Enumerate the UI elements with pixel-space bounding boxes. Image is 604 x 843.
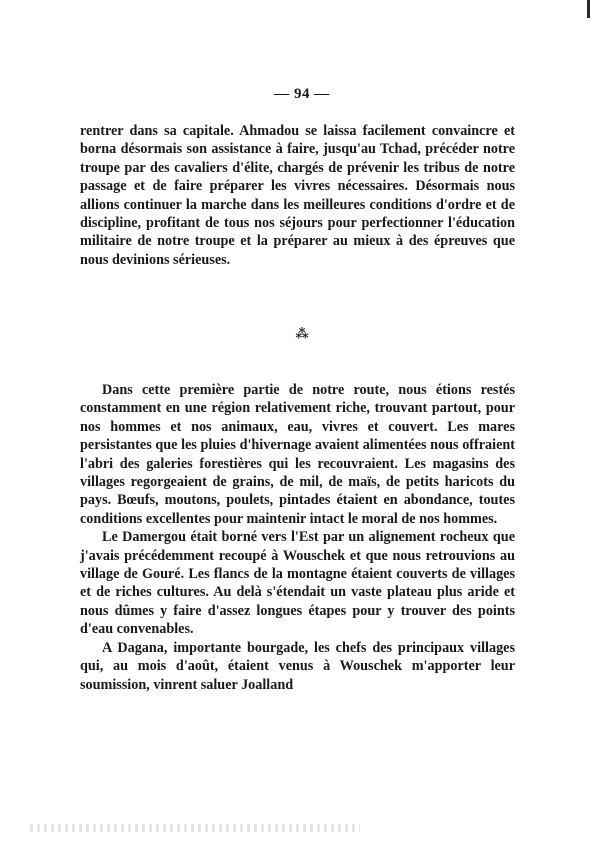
paragraph-continuation: rentrer dans sa capitale. Ahmadou se laissa facilement convaincre et borna désormais son assistance à faire, jusqu'au Tchad, précéder notre troupe par des cavaliers d'élite, chargés de prévenir les tribus de notre passage et de faire préparer les vivres nécessaires. Désormais nous allions continuer la marche dans les meilleures conditions d'ordre et de discipline, profitant de tous nos séjours pour perfectionner l'éducation militaire de notre troupe et la préparer au mieux à des épreuves que nous devinions sérieuses. [80,123,515,268]
paragraph-route: Dans cette première partie de notre route, nous étions restés constamment en une région relativement riche, trouvant partout, pour nos hommes et nos animaux, eau, vivres et couvert. Les mares persistantes que les pluies d'hivernage avaient alimentées nous offraient l'abri des galeries forestières qui les recouvraient. Les magasins des villages regorgeaient de grains, de mil, de maïs, de petits haricots du pays. Bœufs, moutons, poulets, pintades étaient en abondance, toutes conditions excellentes pour maintenir intact le moral de nos hommes. [80,382,515,527]
section-ornament: ⁂ [295,326,309,341]
scan-artifact [30,824,360,832]
text-block-main [80,381,515,694]
paragraph-damergou: Le Damergou était borné vers l'Est par un alignement rocheux que j'avais précédemment recoupé à Wouschek et que nous retrouvions au village de Gouré. Les flancs de la montagne étaient couverts de villages et de riches cultures. Au delà s'étendait un vaste plateau plus aride et nous dûmes y faire d'assez longues étapes pour y trouver des points d'eau convenables. [80,529,515,638]
page-edge-mark [587,0,590,18]
paragraph-dagana: A Dagana, importante bourgade, les chefs des principaux villages qui, au mois d'août, étaient venus à Wouschek m'apporter leur soumission, vinrent saluer Joalland [80,639,515,693]
text-block-top [80,122,515,269]
page-number: — 94 — [274,86,330,102]
